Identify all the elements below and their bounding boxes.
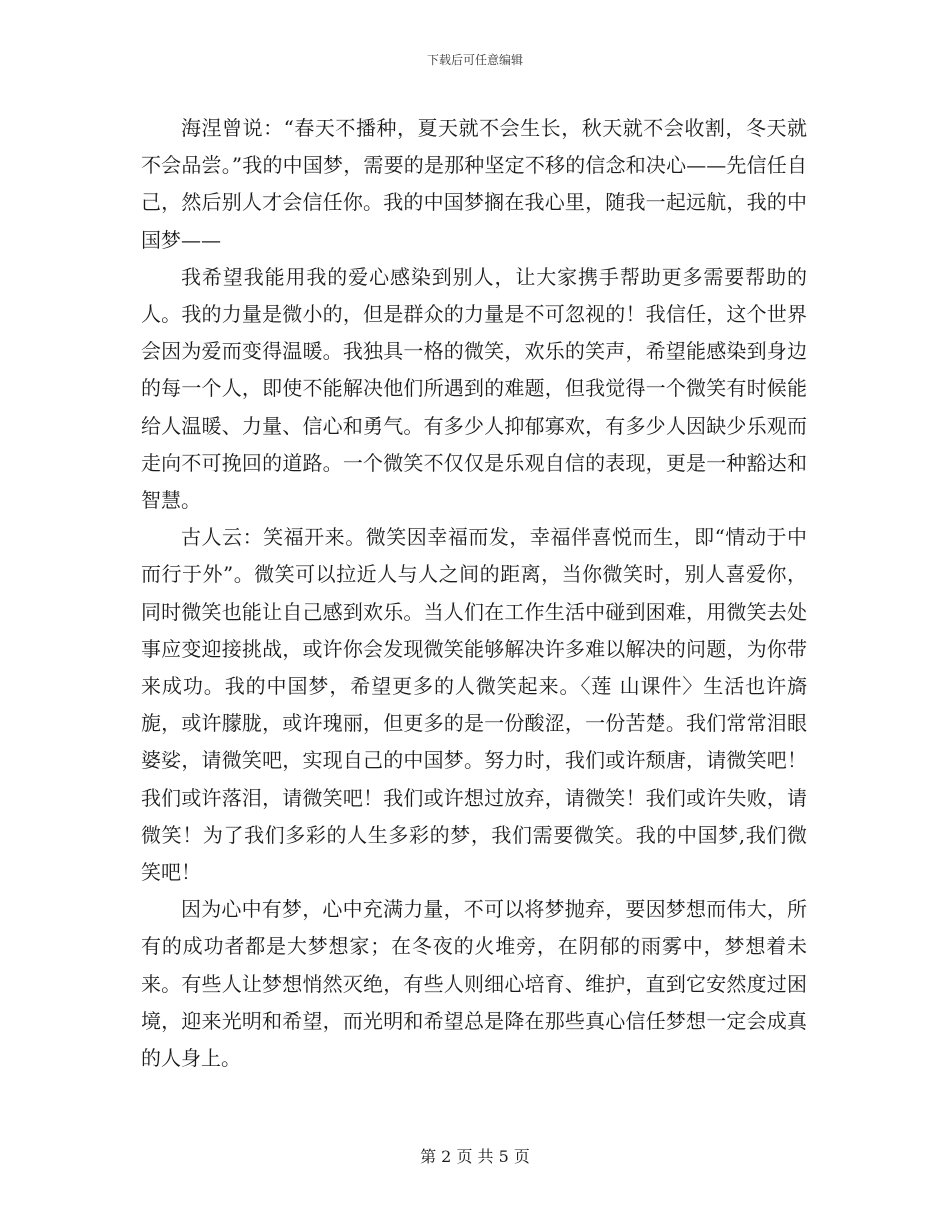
page-header: 下载后可任意编辑 <box>426 53 523 67</box>
paragraph-3: 古人云：笑福开来。微笑因幸福而发，幸福伴喜悦而生，即“情动于中而行于外”。微笑可以拉近人与人之间的距离，当你微笑时，别人喜爱你，同时微笑也能让自己感到欢乐。当人们在工作生活中碰到困难，用微笑去处事应变迎接挑战，或许你会发现微笑能够解决许多难以解决的问题，为你带来成功。我的中国梦，希望更多的人微笑起来。〈莲 山课件〉生活也许旖旎，或许朦胧，或许瑰丽，但更多的是一份酸涩，一份苦楚。我们常常泪眼婆娑，请微笑吧，实现自己的中国梦。努力时，我们或许颓唐，请微笑吧！我们或许落泪，请微笑吧！我们或许想过放弃，请微笑！我们或许失败，请微笑！为了我们多彩的人生多彩的梦，我们需要微笑。我的中国梦,我们微笑吧！ <box>141 525 807 885</box>
paragraph-2: 我希望我能用我的爱心感染到别人，让大家携手帮助更多需要帮助的人。我的力量是微小的，但是群众的力量是不可忽视的！我信任，这个世界会因为爱而变得温暖。我独具一格的微笑，欢乐的笑声，希望能感染到身边的每一个人，即使不能解决他们所遇到的难题，但我觉得一个微笑有时候能给人温暖、力量、信心和勇气。有多少人抑郁寡欢，有多少人因缺少乐观而走向不可挽回的道路。一个微笑不仅仅是乐观自信的表现，更是一种豁达和智慧。 <box>141 264 807 513</box>
paragraph-1: 海涅曾说：“春天不播种，夏天就不会生长，秋天就不会收割，冬天就不会品尝。”我的中国梦，需要的是那种坚定不移的信念和决心——先信任自己，然后别人才会信任你。我的中国梦搁在我心里，随我一起远航，我的中国梦—— <box>141 116 807 252</box>
page-number-footer: 第 2 页 共 5 页 <box>420 1147 530 1166</box>
paragraph-4: 因为心中有梦，心中充满力量，不可以将梦抛弃，要因梦想而伟大，所有的成功者都是大梦想家；在冬夜的火堆旁，在阴郁的雨雾中，梦想着未来。有些人让梦想悄然灭绝，有些人则细心培育、维护，直到它安然度过困境，迎来光明和希望，而光明和希望总是降在那些真心信任梦想一定会成真的人身上。 <box>141 897 807 1071</box>
document-body <box>141 110 807 1077</box>
